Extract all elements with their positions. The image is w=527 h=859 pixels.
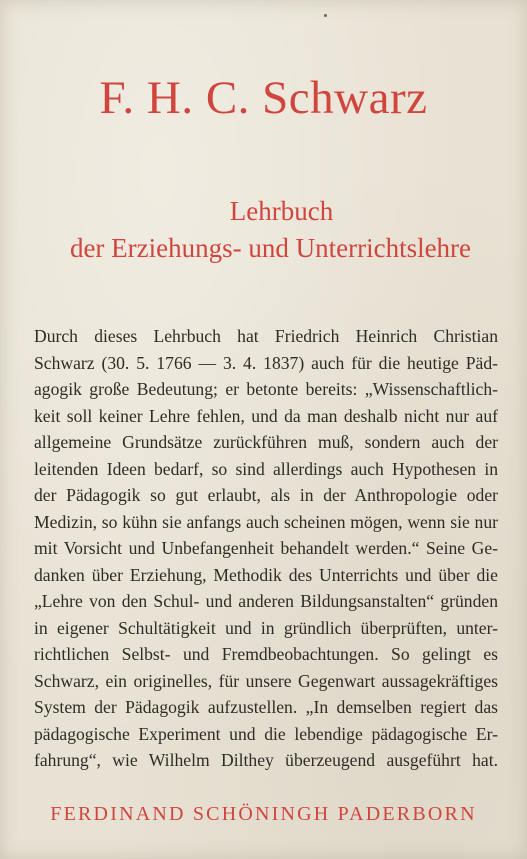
blurb-line: Schwarz (30. 5. 1766 — 3. 4. 1837) auch für die heutige Päd- (34, 352, 498, 373)
blurb-line: agogik große Bedeutung; er betonte bereits: „Wissenschaftlich- (34, 379, 498, 399)
blurb-text (34, 323, 498, 774)
author-name: F. H. C. Schwarz (99, 72, 428, 124)
blurb-line: der Pädagogik so gut erlaubt, als in der Anthropologie oder (34, 485, 498, 505)
blurb-line: fahrung“, wie Wilhelm Dilthey überzeugend ausgeführt hat. (34, 750, 498, 770)
blurb-line: Schwarz, ein originelles, für unsere Gegenwart aussagekräftiges (34, 670, 498, 691)
blurb-line: „Lehre von den Schul- und anderen Bildungsanstalten“ gründen (34, 591, 498, 611)
blurb-line: richtlichen Selbst- und Fremdbeobachtungen. So gelingt es (34, 644, 498, 664)
blurb-line: Medizin, so kühn sie anfangs auch scheinen mögen, wenn sie nur (34, 511, 498, 532)
blurb-line: leitenden Ideen bedarf, so sind allerdings auch Hypothesen in (34, 458, 498, 479)
blurb-line: System der Pädagogik aufzustellen. „In demselben regiert das (34, 697, 498, 717)
blurb-line: pädagogische Experiment und die lebendige pädagogische Er- (34, 723, 498, 744)
paper-speck (324, 14, 327, 17)
blurb-line: allgemeine Grundsätze zurückführen muß, sondern auch der (34, 432, 498, 452)
title-line-2: der Erziehungs- und Unterrichtslehre (69, 233, 472, 263)
blurb-line: mit Vorsicht und Unbefangenheit behandelt werden.“ Seine Ge- (34, 538, 498, 558)
blurb-line: Durch dieses Lehrbuch hat Friedrich Heinrich Christian (34, 326, 498, 346)
book-title (0, 193, 527, 267)
blurb-line: keit soll keiner Lehre fehlen, und da man deshalb nicht nur auf (34, 405, 498, 426)
blurb-line: in eigener Schultätigkeit und in gründlich überprüften, unter- (34, 617, 498, 638)
title-line-1: Lehrbuch (229, 196, 334, 226)
publisher-imprint: FERDINAND SCHÖNINGH PADERBORN (50, 803, 477, 825)
blurb-line: danken über Erziehung, Methodik des Unterrichts und über die (34, 564, 498, 585)
